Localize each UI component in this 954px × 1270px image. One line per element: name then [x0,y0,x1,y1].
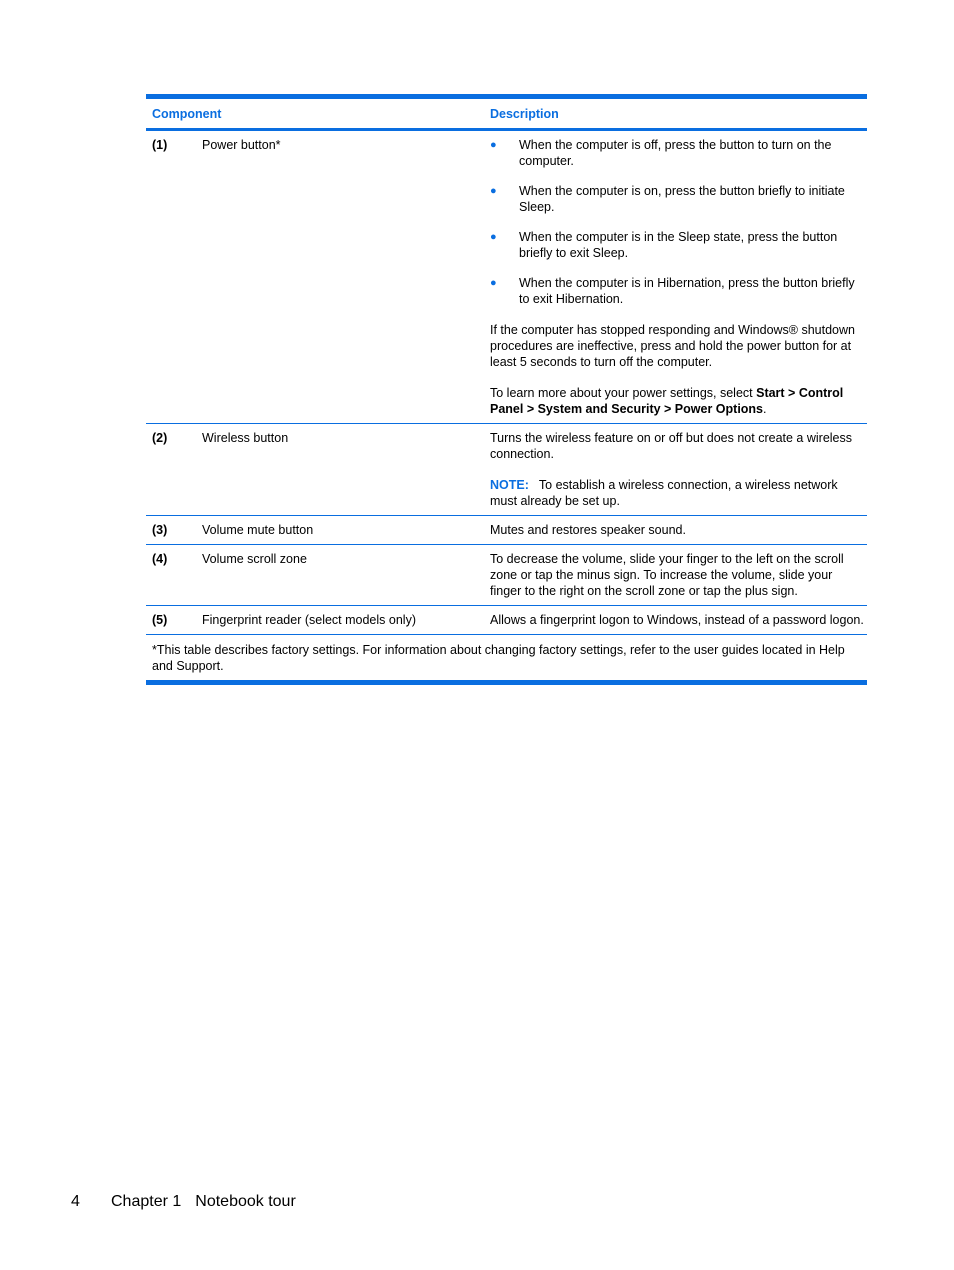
row-description [490,430,866,509]
row-name: Volume mute button [202,523,314,537]
bullet-list [490,137,866,307]
description-paragraph: If the computer has stopped responding and Windows® shutdown procedures are ineffective, press and hold the power button for at least 5 seconds to turn off the computer. [490,323,855,369]
table-footnote: *This table describes factory settings. For information about changing factory settings, refer to the user guides located in Help and Support. [152,643,845,673]
component-table [146,94,867,685]
bullet-icon: ● [490,185,497,197]
list-item [490,229,866,261]
bullet-text: When the computer is in Hibernation, press the button briefly to exit Hibernation. [519,276,855,306]
row-description [490,612,866,628]
table-row [146,516,867,544]
description-paragraph: Allows a fingerprint logon to Windows, instead of a password logon. [490,613,864,627]
row-number: (1) [152,138,168,152]
note-label: NOTE: [490,478,529,492]
table-bottom-rule [146,680,867,685]
bullet-icon: ● [490,277,497,289]
row-number: (2) [152,431,168,445]
note-text: To establish a wireless connection, a wireless network must already be set up. [490,478,838,508]
menu-path: Start > Control Panel > System and Security > Power Options [490,386,844,416]
table-header [146,99,867,128]
row-description [490,551,866,599]
description-paragraph [490,385,866,417]
chapter-label: Chapter 1 [111,1193,182,1210]
row-name: Fingerprint reader (select models only) [202,613,416,627]
description-paragraph: Turns the wireless feature on or off but does not create a wireless connection. [490,431,852,461]
row-description [490,137,866,417]
row-name: Volume scroll zone [202,552,307,566]
bullet-icon: ● [490,231,497,243]
bullet-icon: ● [490,139,497,151]
list-item [490,137,866,169]
list-item [490,183,866,215]
row-number: (5) [152,613,168,627]
bullet-text: When the computer is on, press the button briefly to initiate Sleep. [519,184,845,214]
page-footer [71,1192,296,1212]
note [490,477,866,509]
row-number: (4) [152,552,168,566]
row-name: Power button* [202,138,281,152]
page-number: 4 [71,1193,80,1210]
table-row [146,606,867,634]
row-name: Wireless button [202,431,289,445]
row-description [490,522,866,538]
description-paragraph: Mutes and restores speaker sound. [490,523,686,537]
list-item [490,275,866,307]
header-description: Description [490,106,559,121]
para-suffix: . [763,402,767,416]
bullet-text: When the computer is in the Sleep state, press the button briefly to exit Sleep. [519,230,838,260]
bullet-text: When the computer is off, press the button to turn on the computer. [519,138,832,168]
para-prefix: To learn more about your power settings, select [490,386,757,400]
table-row [146,545,867,605]
table-row [146,424,867,515]
chapter-title: Notebook tour [195,1193,296,1210]
description-paragraph: To decrease the volume, slide your finger to the left on the scroll zone or tap the minus sign. To increase the volume, slide your finger to the right on the scroll zone or tap the plus sign. [490,552,844,598]
table-row [146,131,867,423]
header-component: Component [152,106,222,121]
row-number: (3) [152,523,168,537]
